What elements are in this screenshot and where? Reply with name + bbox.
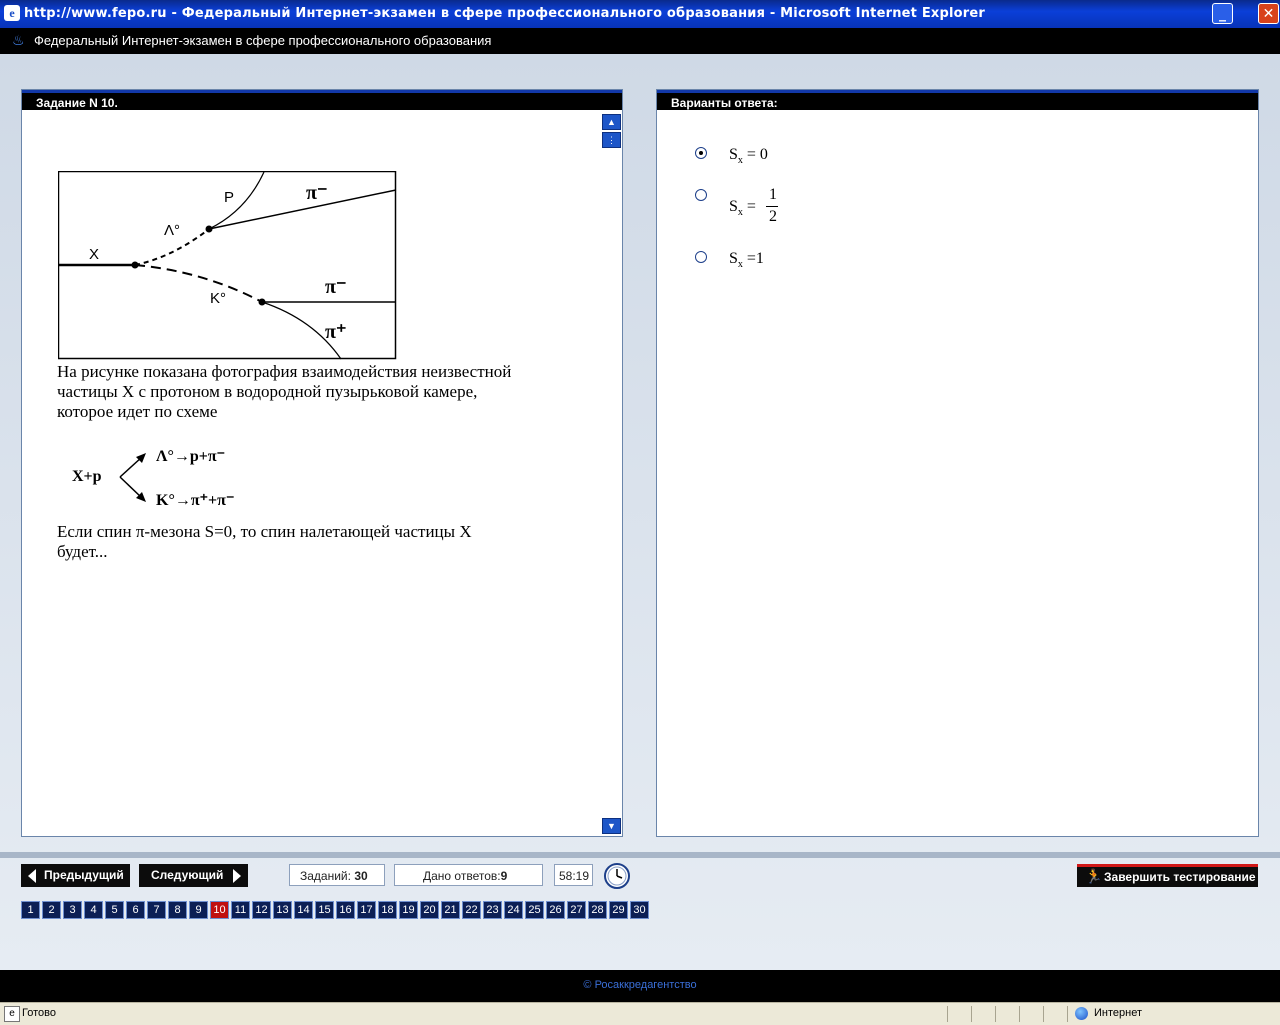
window-title-bar (0, 0, 1280, 28)
copyright[interactable]: © Росаккредагентство (583, 979, 697, 991)
status-text: Готово (22, 1007, 56, 1019)
answer-option-2[interactable]: $S_x$ = (729, 198, 756, 219)
tasks-count-box (289, 864, 385, 886)
page-icon: e (4, 1006, 20, 1022)
task-number-button[interactable]: 13 (273, 901, 292, 919)
answers-label: Дано ответов: (423, 869, 501, 883)
globe-icon (1075, 1007, 1088, 1020)
status-bar (0, 1002, 1280, 1025)
scheme-bottom: K°→π⁺+π⁻ (156, 492, 235, 509)
task-number-button[interactable]: 5 (105, 901, 124, 919)
task-number-button[interactable]: 18 (378, 901, 397, 919)
label-lambda: Λ° (164, 222, 181, 239)
task-number-button[interactable]: 4 (84, 901, 103, 919)
answer-fraction-num: 1 (769, 186, 777, 203)
task-number-button[interactable]: 23 (483, 901, 502, 919)
label-pi-minus-2: π⁻ (325, 276, 347, 298)
running-man-icon: 🏃 (1085, 868, 1103, 884)
flame-icon: ♨ (12, 32, 25, 48)
clock-icon (603, 862, 631, 890)
zone-text: Интернет (1094, 1007, 1142, 1019)
previous-label: Предыдущий (44, 868, 124, 882)
task-number-button[interactable]: 14 (294, 901, 313, 919)
task-number-button[interactable]: 7 (147, 901, 166, 919)
answer-radio-1[interactable] (695, 147, 707, 159)
task-number-button[interactable]: 26 (546, 901, 565, 919)
scroll-up-button[interactable]: ▲ (602, 114, 621, 130)
task-number-button[interactable]: 30 (630, 901, 649, 919)
answer-radio-3[interactable] (695, 251, 707, 263)
answer-option-1[interactable]: $S_x = 0$ (729, 146, 768, 167)
task-number-button[interactable]: 19 (399, 901, 418, 919)
task-number-button[interactable]: 1 (21, 901, 40, 919)
task-panel (21, 89, 623, 837)
fraction-bar (766, 206, 778, 207)
question-line: которое идет по схеме (57, 402, 218, 421)
task-number-button[interactable]: 10 (210, 901, 229, 919)
scroll-thumb[interactable]: ⋮ (602, 132, 621, 148)
ie-logo-icon: e (4, 5, 20, 21)
scheme-top: Λ°→p+π⁻ (156, 448, 226, 465)
question-text-1 (57, 362, 597, 422)
page-header-title: Федеральный Интернет-экзамен в сфере профессионального образования (34, 33, 492, 48)
question-line: На рисунке показана фотография взаимодействия неизвестной (57, 362, 512, 381)
task-number-button[interactable]: 29 (609, 901, 628, 919)
vertex-2 (206, 226, 213, 233)
task-number-button[interactable]: 9 (189, 901, 208, 919)
finish-test-button[interactable] (1077, 864, 1258, 887)
task-number-button[interactable]: 24 (504, 901, 523, 919)
label-pi-plus: π⁺ (325, 321, 347, 343)
task-number-button[interactable]: 21 (441, 901, 460, 919)
bubble-chamber-figure (58, 171, 398, 361)
answer-option-3[interactable]: $S_x =1$ (729, 250, 764, 271)
answers-panel-header: Варианты ответа: (657, 90, 1258, 110)
task-panel-header: Задание N 10. (22, 90, 622, 110)
page-header (0, 28, 1280, 54)
scroll-down-button[interactable]: ▼ (602, 818, 621, 834)
next-label: Следующий (151, 868, 224, 882)
task-number-button[interactable]: 3 (63, 901, 82, 919)
task-number-button[interactable]: 25 (525, 901, 544, 919)
task-number-button[interactable]: 28 (588, 901, 607, 919)
finish-test-label: Завершить тестирование (1104, 870, 1256, 884)
question-line: будет... (57, 542, 108, 561)
task-number-button[interactable]: 22 (462, 901, 481, 919)
next-button[interactable] (139, 864, 248, 887)
task-number-button[interactable]: 6 (126, 901, 145, 919)
scheme-left: X+p (72, 468, 102, 485)
answer-radio-2[interactable] (695, 189, 707, 201)
answer-fraction-den: 2 (769, 208, 777, 225)
answers-panel (656, 89, 1259, 837)
task-number-button[interactable]: 16 (336, 901, 355, 919)
label-x: X (89, 246, 100, 263)
close-button[interactable]: ✕ (1258, 3, 1279, 24)
window-title: http://www.fepo.ru - Федеральный Интернет-экзамен в сфере профессионального образования - Microsoft Internet Explorer (24, 6, 986, 21)
arrow-right-icon (233, 869, 241, 883)
divider (0, 852, 1280, 858)
tasks-count: 30 (354, 869, 368, 883)
task-number-button[interactable]: 27 (567, 901, 586, 919)
task-number-button[interactable]: 20 (420, 901, 439, 919)
label-kaon: K° (210, 290, 227, 307)
previous-button[interactable] (21, 864, 130, 887)
tasks-label: Заданий: (300, 869, 351, 883)
vertex-1 (132, 262, 139, 269)
task-number-button[interactable]: 12 (252, 901, 271, 919)
question-line: Если спин π-мезона S=0, то спин налетающей частицы X (57, 522, 472, 541)
question-line: частицы X с протоном в водородной пузырьковой камере, (57, 382, 478, 401)
question-text-2 (57, 522, 597, 562)
label-p: P (224, 189, 235, 206)
vertex-3 (259, 299, 266, 306)
timer: 58:19 (554, 864, 593, 886)
task-number-button[interactable]: 11 (231, 901, 250, 919)
footer (0, 970, 1280, 1002)
task-number-button[interactable]: 17 (357, 901, 376, 919)
task-number-button[interactable]: 8 (168, 901, 187, 919)
task-number-button[interactable]: 15 (315, 901, 334, 919)
arrow-left-icon (28, 869, 36, 883)
label-pi-minus-1: π⁻ (306, 182, 328, 204)
answers-count: 9 (500, 869, 508, 883)
scheme-arrows (116, 450, 152, 510)
answers-count-box (394, 864, 543, 886)
task-number-button[interactable]: 2 (42, 901, 61, 919)
minimize-button[interactable]: _ (1212, 3, 1233, 24)
